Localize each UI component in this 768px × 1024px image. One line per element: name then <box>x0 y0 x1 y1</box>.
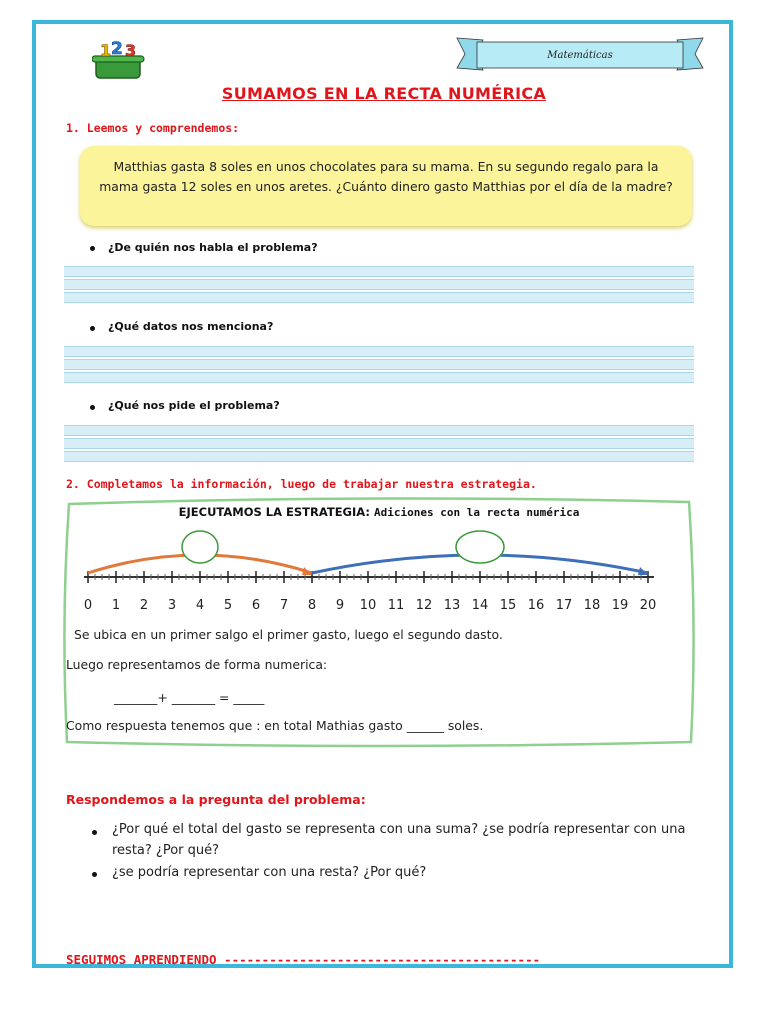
answer-line[interactable] <box>64 266 694 277</box>
equation-blank[interactable]: _______+ _______ = _____ <box>114 690 265 705</box>
tick-label: 4 <box>195 598 205 613</box>
strategy-line-2: Luego representamos de forma numerica: <box>66 657 328 672</box>
bullet-dot <box>92 872 97 877</box>
answer-line[interactable] <box>64 451 694 462</box>
strategy-title: Adiciones con la recta numérica <box>374 506 580 519</box>
answer-line[interactable] <box>64 359 694 370</box>
tick-label: 11 <box>387 598 405 613</box>
strategy-line-3: Como respuesta tenemos que : en total Mathias gasto ______ soles. <box>66 718 484 733</box>
ribbon-label: Matemáticas <box>547 50 613 61</box>
question-bullet-2: ¿se podría representar con una resta? ¿Por qué? <box>112 865 427 880</box>
question-2: ¿Qué datos nos menciona? <box>108 320 274 333</box>
bullet-dot <box>90 405 95 410</box>
tick-label: 7 <box>279 598 289 613</box>
footer-dashes: ------------------------------------------ <box>224 952 541 967</box>
jump-arrowhead <box>638 567 648 575</box>
jump-answer-circle <box>456 531 504 563</box>
section-3-heading: Respondemos a la pregunta del problema: <box>66 792 366 807</box>
tick-label: 9 <box>335 598 345 613</box>
jump-answer-circle <box>182 531 218 563</box>
answer-line[interactable] <box>64 279 694 290</box>
bullet-dot <box>92 830 97 835</box>
tick-label: 16 <box>527 598 545 613</box>
question-1: ¿De quién nos habla el problema? <box>108 241 318 254</box>
footer-text: SEGUIMOS APRENDIENDO <box>66 952 217 967</box>
footer-label <box>66 952 540 967</box>
number-line <box>70 525 690 617</box>
svg-text:1: 1 <box>100 41 112 60</box>
question-3: ¿Qué nos pide el problema? <box>108 399 280 412</box>
tick-label: 10 <box>359 598 377 613</box>
tick-label: 1 <box>111 598 121 613</box>
bullet-dot <box>90 326 95 331</box>
answer-line[interactable] <box>64 425 694 436</box>
strategy-line-1: Se ubica en un primer salgo el primer gasto, luego el segundo dasto. <box>74 627 503 642</box>
tick-label: 5 <box>223 598 233 613</box>
tick-label: 6 <box>251 598 261 613</box>
tick-label: 3 <box>167 598 177 613</box>
answer-line[interactable] <box>64 372 694 383</box>
logo-pot-icon <box>92 40 152 80</box>
tick-label: 12 <box>415 598 433 613</box>
story-text: Matthias gasta 8 soles en unos chocolates para su mama. En su segundo regalo para la mama gasta 12 soles en unos aretes. ¿Cuánto dinero gasto Matthias por el día de la madre? <box>99 159 673 194</box>
page-title: SUMAMOS EN LA RECTA NUMÉRICA <box>221 84 547 103</box>
section-2-heading: 2. Completamos la información, luego de trabajar nuestra estrategia. <box>66 477 537 491</box>
answer-line[interactable] <box>64 438 694 449</box>
question-bullet-1: ¿Por qué el total del gasto se representa con una suma? ¿se podría representar con una resta? ¿Por qué? <box>112 822 686 858</box>
tick-label: 0 <box>83 598 93 613</box>
strategy-prefix: EJECUTAMOS LA ESTRATEGIA: <box>178 505 370 519</box>
tick-label: 13 <box>443 598 461 613</box>
svg-text:2: 2 <box>111 40 123 59</box>
answer-line[interactable] <box>64 292 694 303</box>
tick-label: 15 <box>499 598 517 613</box>
tick-label: 8 <box>307 598 317 613</box>
tick-label: 20 <box>639 598 657 613</box>
tick-label: 18 <box>583 598 601 613</box>
tick-label: 19 <box>611 598 629 613</box>
tick-label: 17 <box>555 598 573 613</box>
story-box <box>80 146 692 226</box>
tick-label: 2 <box>139 598 149 613</box>
section-1-heading: 1. Leemos y comprendemos: <box>66 121 240 135</box>
answer-line[interactable] <box>64 346 694 357</box>
svg-text:3: 3 <box>125 41 137 60</box>
bullet-dot <box>90 246 95 251</box>
tick-label: 14 <box>471 598 489 613</box>
